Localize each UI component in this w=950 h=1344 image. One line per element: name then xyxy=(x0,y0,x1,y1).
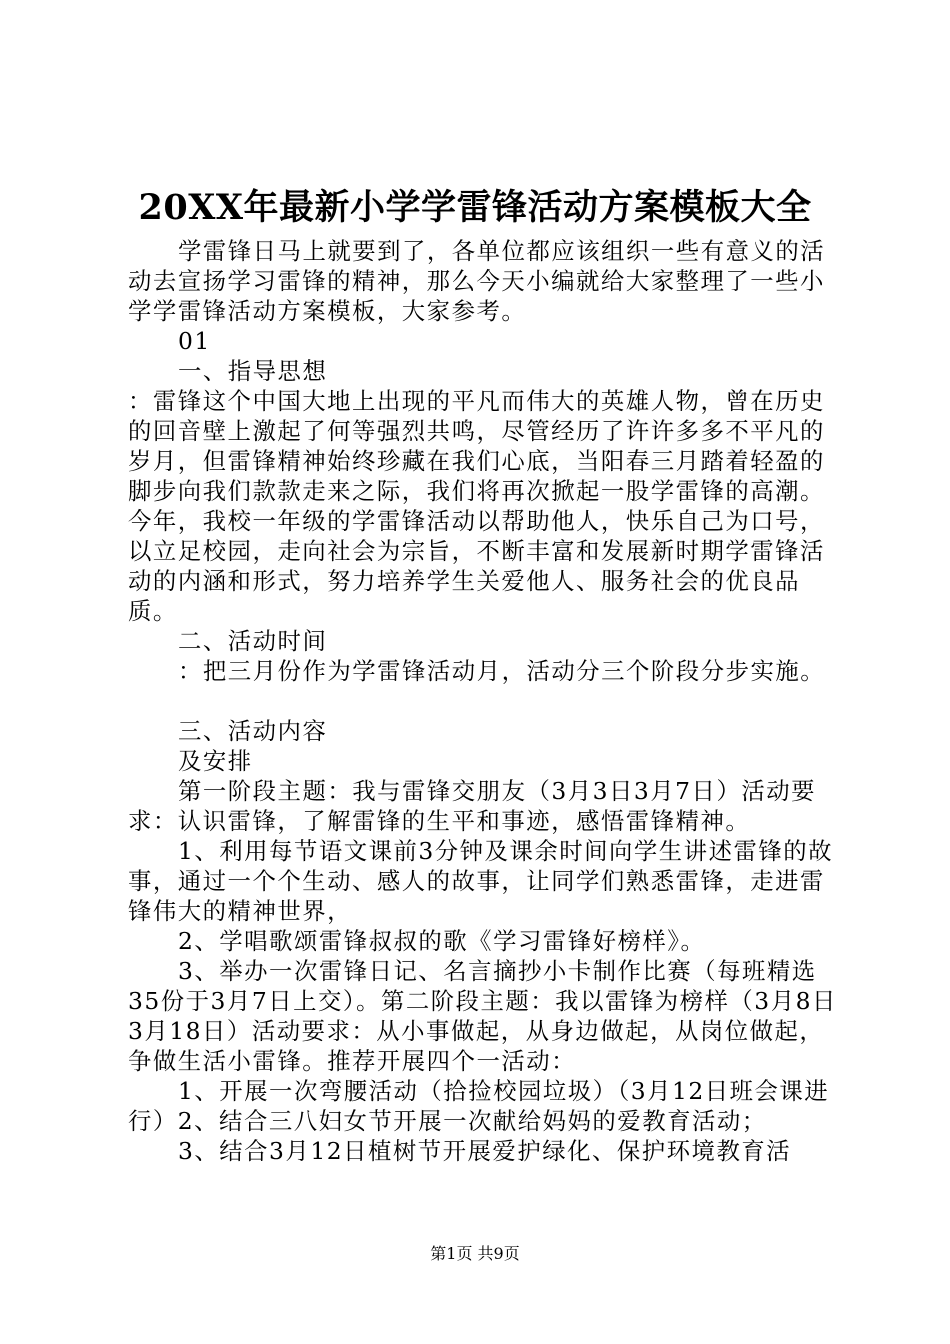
guiding-thought-paragraph: ：雷锋这个中国大地上出现的平凡而伟大的英雄人物，曾在历史的回音壁上激起了何等强烈共鸣，尽管经历了许许多多不平凡的岁月，但雷锋精神始终珍藏在我们心底，当阳春三月踏着轻盈的脚步向我们款款走来之际，我们将再次掀起一股学雷锋的高潮。今年，我校一年级的学雷锋活动以帮助他人，快乐自己为口号，以立足校园，走向社会为宗旨，不断丰富和发展新时期学雷锋活动的内涵和形式，努力培养学生关爱他人、服务社会的优良品质。 xyxy=(128,387,825,625)
page-footer: 第1页 共9页 xyxy=(430,1244,520,1263)
list-item: 1、开展一次弯腰活动（拾捡校园垃圾）（3月12日班会课进行）2、结合三八妇女节开展一次献给妈妈的爱教育活动； xyxy=(128,1077,830,1135)
list-item: 1、利用每节语文课前3分钟及课余时间向学生讲述雷锋的故事，通过一个个生动、感人的故事，让同学们熟悉雷锋，走进雷锋伟大的精神世界， xyxy=(128,837,834,925)
list-item: 3、举办一次雷锋日记、名言摘抄小卡制作比赛（每班精选35份于3月7日上交）。第二阶段主题：我以雷锋为榜样（3月8日3月18日）活动要求：从小事做起，从身边做起，从岗位做起，争做生活小雷锋。推荐开展四个一活动： xyxy=(128,957,837,1075)
heading-arrangement: 及安排 xyxy=(178,747,253,775)
list-item: 3、结合3月12日植树节开展爱护绿化、保护环境教育活 xyxy=(178,1137,792,1165)
heading-guiding-thought: 一、指导思想 xyxy=(178,357,328,385)
list-item: 2、学唱歌颂雷锋叔叔的歌《学习雷锋好榜样》。 xyxy=(178,927,706,955)
stage-one-paragraph: 第一阶段主题：我与雷锋交朋友（3月3日3月7日）活动要求：认识雷锋，了解雷锋的生平和事迹，感悟雷锋精神。 xyxy=(128,777,817,835)
heading-activity-content: 三、活动内容 xyxy=(178,717,328,745)
document-body xyxy=(128,236,840,1166)
activity-time-paragraph: ：把三月份作为学雷锋活动月，活动分三个阶段分步实施。 xyxy=(178,657,826,685)
heading-activity-time: 二、活动时间 xyxy=(178,627,328,655)
document-title: 20XX年最新小学学雷锋活动方案模板大全 xyxy=(138,187,812,228)
intro-paragraph: 学雷锋日马上就要到了，各单位都应该组织一些有意义的活动去宣扬学习雷锋的精神，那么今天小编就给大家整理了一些小学学雷锋活动方案模板，大家参考。 xyxy=(128,237,826,325)
section-number: 01 xyxy=(178,327,211,355)
